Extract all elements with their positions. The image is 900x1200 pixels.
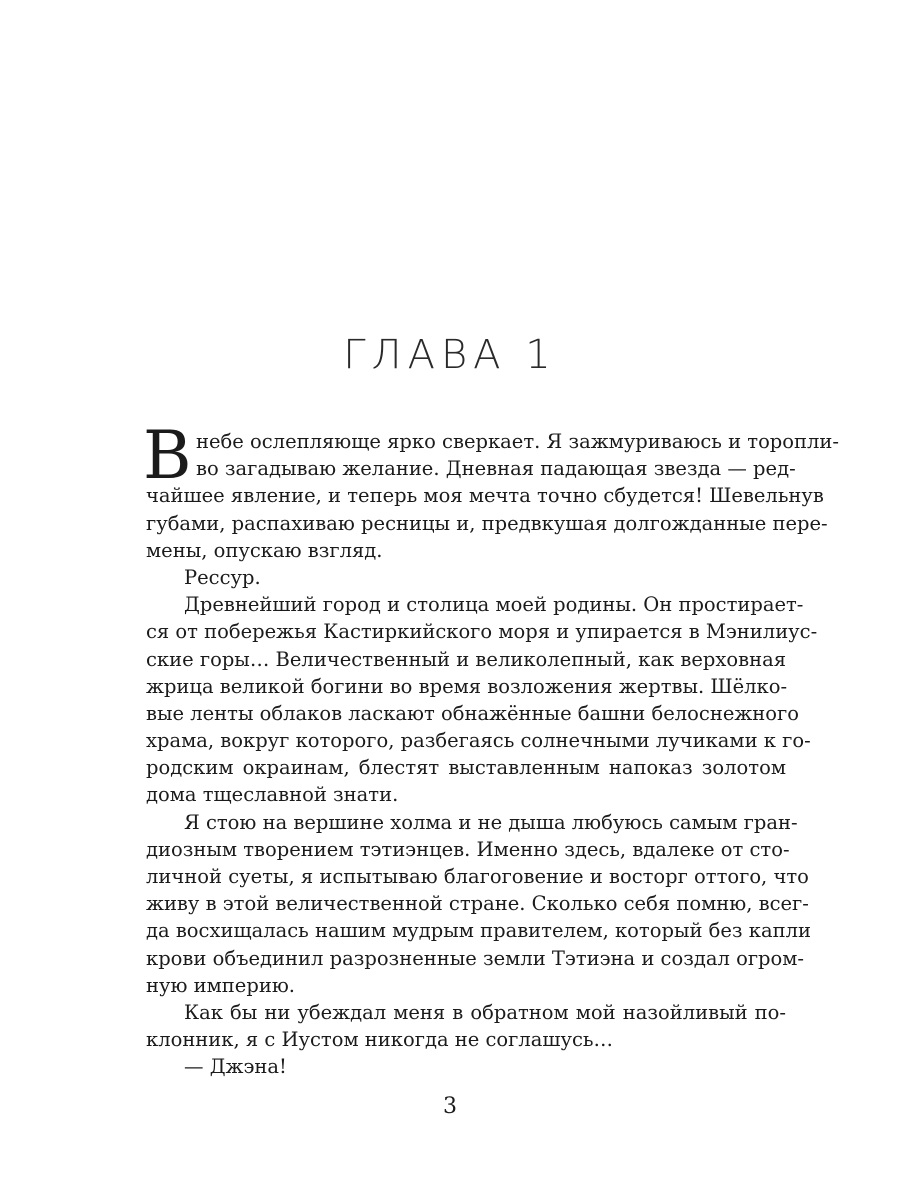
text-line: во загадываю желание. Дневная падающая звезда — ред- <box>196 457 796 481</box>
text-line: Как бы ни убеждал меня в обратном мой назойливый по- <box>184 1000 786 1024</box>
text-line: дома тщеславной знати. <box>146 783 399 807</box>
text-line: — Джэна! <box>184 1055 287 1079</box>
chapter-body <box>143 417 840 1081</box>
text-line: диозным творением тэтиэнцев. Именно здесь, вдалеке от сто- <box>146 837 790 861</box>
page-number: 3 <box>443 1094 457 1119</box>
text-line: живу в этой величественной стране. Сколько себя помню, всег- <box>146 892 809 916</box>
text-line: Древнейший город и столица моей родины. Он простирает- <box>184 593 804 617</box>
text-line: крови объединил разрозненные земли Тэтиэна и создал огром- <box>146 946 805 970</box>
text-line: чайшее явление, и теперь моя мечта точно сбудется! Шевельнув <box>146 484 824 508</box>
text-line: небе ослепляюще ярко сверкает. Я зажмуриваюсь и торопли- <box>196 430 840 453</box>
drop-cap: В <box>143 417 192 494</box>
text-line: ную империю. <box>146 973 296 997</box>
text-line: храма, вокруг которого, разбегаясь солнечными лучиками к го- <box>146 729 811 753</box>
text-line: личной суеты, я испытываю благоговение и восторг оттого, что <box>146 865 809 888</box>
text-line: жрица великой богини во время возложения жертвы. Шёлко- <box>146 674 788 698</box>
text-line: ся от побережья Кастиркийского моря и упирается в Мэнилиус- <box>146 620 818 644</box>
text-line: мены, опускаю взгляд. <box>146 538 383 562</box>
text-line: вые ленты облаков ласкают обнажённые башни белоснежного <box>146 701 799 725</box>
chapter-title: ГЛАВА 1 <box>343 332 557 378</box>
text-line: родским окраинам, блестят выставленным напоказ золотом <box>146 756 786 780</box>
text-line: ские горы… Величественный и великолепный, как верховная <box>146 647 786 671</box>
text-line: Рессур. <box>184 565 261 589</box>
text-line: губами, распахиваю ресницы и, предвкушая долгожданные пере- <box>146 511 828 535</box>
text-line: Я стою на вершине холма и не дыша любуюсь самым гран- <box>184 810 798 834</box>
text-line: да восхищалась нашим мудрым правителем, который без капли <box>146 919 811 943</box>
text-line: клонник, я с Иустом никогда не соглашусь… <box>146 1028 614 1052</box>
